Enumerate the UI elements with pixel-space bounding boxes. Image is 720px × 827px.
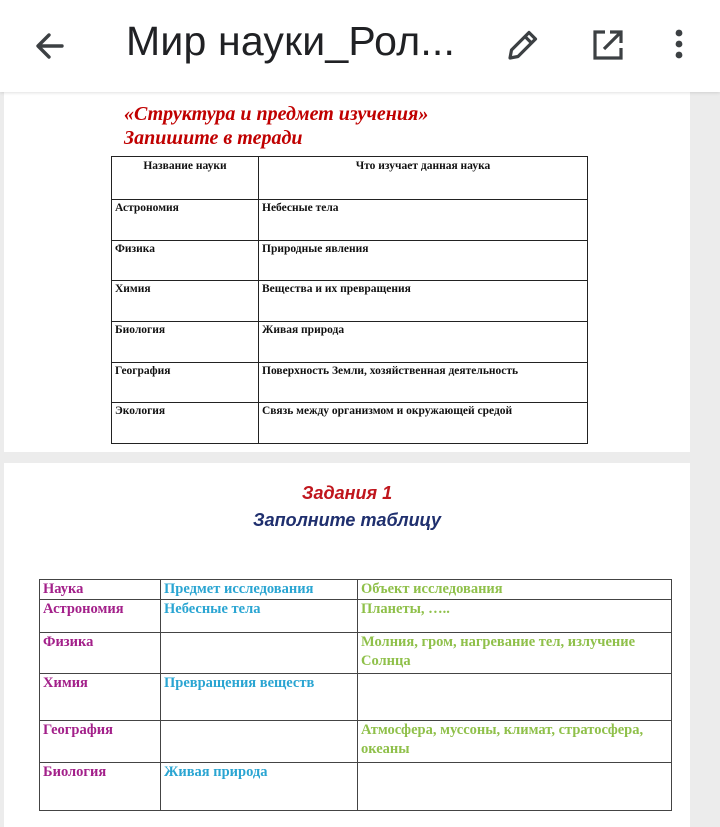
science-cell: Биология — [112, 322, 259, 363]
table-row — [40, 721, 672, 763]
science-cell: Физика — [40, 633, 161, 674]
science-cell: Астрономия — [112, 200, 259, 241]
science-cell: География — [112, 362, 259, 403]
page1-heading — [124, 102, 428, 150]
document-page-1 — [4, 92, 690, 452]
document-title: Мир науки_Рол... — [126, 18, 456, 64]
table-row — [112, 403, 588, 444]
back-arrow-icon[interactable] — [30, 26, 70, 66]
table-row — [112, 240, 588, 281]
header-cell: Объект исследования — [358, 580, 672, 600]
more-vertical-icon[interactable] — [664, 24, 694, 66]
object-cell — [358, 674, 672, 721]
app-bar — [0, 0, 720, 92]
science-cell: Химия — [112, 281, 259, 322]
studies-cell: Небесные тела — [259, 200, 588, 241]
header-cell: Название науки — [112, 157, 259, 200]
document-page-2 — [4, 463, 690, 827]
science-cell: Астрономия — [40, 600, 161, 633]
table-row — [112, 362, 588, 403]
subject-cell: Живая природа — [161, 763, 358, 811]
table-row — [40, 633, 672, 674]
science-cell: Физика — [112, 240, 259, 281]
task-title: Задания 1 — [301, 483, 393, 503]
task-table — [39, 579, 672, 811]
science-cell: Биология — [40, 763, 161, 811]
object-cell — [358, 763, 672, 811]
table-header-row — [40, 580, 672, 600]
subject-cell: Небесные тела — [161, 600, 358, 633]
table-header-row — [112, 157, 588, 200]
science-cell: Экология — [112, 403, 259, 444]
studies-cell: Вещества и их превращения — [259, 281, 588, 322]
header-cell: Предмет исследования — [161, 580, 358, 600]
table-row — [40, 763, 672, 811]
table-row — [112, 281, 588, 322]
object-cell: Молния, гром, нагревание тел, излучение Солнца — [358, 633, 672, 674]
pencil-icon[interactable] — [502, 24, 544, 66]
table-row — [40, 674, 672, 721]
open-external-icon[interactable] — [586, 24, 628, 66]
header-cell: Наука — [40, 580, 161, 600]
table-row — [112, 200, 588, 241]
page1-title-line1: «Структура и предмет изучения» — [124, 103, 429, 125]
object-cell: Атмосфера, муссоны, климат, стратосфера, океаны — [358, 721, 672, 763]
science-cell: География — [40, 721, 161, 763]
studies-cell: Связь между организмом и окружающей средой — [259, 403, 588, 444]
object-cell: Планеты, ….. — [358, 600, 672, 633]
table-row — [112, 322, 588, 363]
page1-title-line2: Запишите в теради — [124, 127, 303, 149]
subject-cell — [161, 633, 358, 674]
studies-cell: Живая природа — [259, 322, 588, 363]
science-table — [111, 156, 588, 444]
header-cell: Что изучает данная наука — [259, 157, 588, 200]
table-row — [40, 600, 672, 633]
task-subtitle: Заполните таблицу — [253, 510, 441, 530]
subject-cell: Превращения веществ — [161, 674, 358, 721]
subject-cell — [161, 721, 358, 763]
science-cell: Химия — [40, 674, 161, 721]
studies-cell: Природные явления — [259, 240, 588, 281]
studies-cell: Поверхность Земли, хозяйственная деятельность — [259, 362, 588, 403]
